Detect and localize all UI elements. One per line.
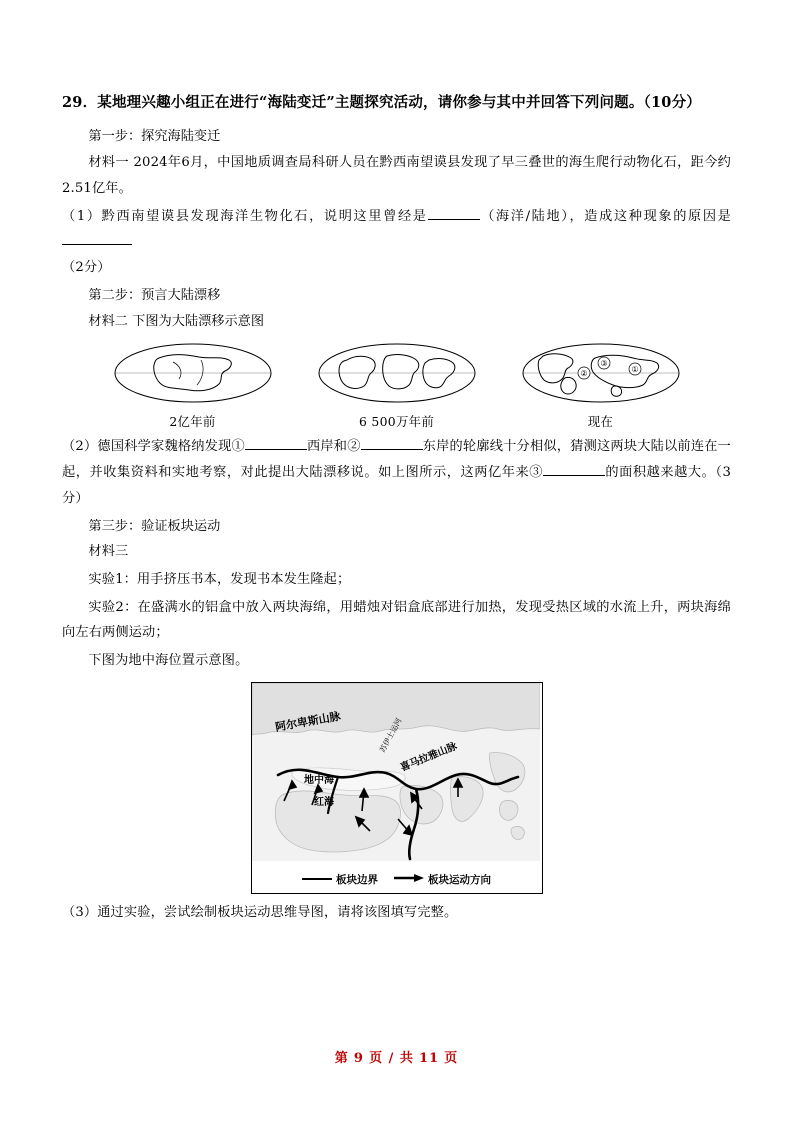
sub1-points: （2分） [62,260,111,276]
answer-blank-2[interactable] [62,244,132,245]
svg-text:红海: 红海 [313,796,334,808]
sub1-text-a: （1）黔西南望谟县发现海洋生物化石，说明这里曾经是 [62,208,428,224]
drift-caption-3: 现在 [587,414,614,430]
material-1: 材料一 2024年6月，中国地质调查局科研人员在黔西南望谟县发现了早三叠世的海生爬行动物化石，距今约2.51亿年。 [62,155,731,196]
map-legend [252,872,542,887]
legend-label-boundary: 板块边界 [336,873,378,886]
drift-globe-2-icon [317,342,477,404]
answer-blank-4[interactable] [361,449,423,450]
step-2-heading: 第二步：预言大陆漂移 [88,287,221,303]
drift-caption-1: 2亿年前 [169,414,216,430]
step-1-heading: 第一步：探究海陆变迁 [88,129,221,145]
step-3-heading: 第三步：验证板块运动 [88,518,221,534]
footer-total-pages: 11 [419,1051,440,1066]
footer-middle: 页 / 共 [369,1051,414,1066]
svg-text:苏伊士运河: 苏伊士运河 [377,716,403,754]
answer-blank-1[interactable] [428,219,480,220]
svg-text:①: ① [630,365,639,375]
map-frame [251,682,543,894]
footer-prefix: 第 [334,1051,349,1066]
svg-text:喜马拉雅山脉: 喜马拉雅山脉 [398,741,459,774]
page-footer [0,1047,793,1066]
continental-drift-figure [62,342,731,430]
material-3: 材料三 [88,544,129,560]
drift-stage-2 [317,342,477,430]
footer-page-number: 9 [353,1051,364,1066]
line-icon [302,878,332,880]
question-title [62,92,731,114]
mediterranean-map-figure [62,682,731,894]
answer-blank-5[interactable] [543,475,605,476]
question-number: 29． [62,94,98,111]
drift-stage-3 [521,342,681,430]
svg-text:地中海: 地中海 [303,774,334,786]
legend-label-motion: 板块运动方向 [428,873,491,886]
sub2-text-a: （2）德国科学家魏格纳发现① [62,439,245,455]
sub-question-3: （3）通过实验，尝试绘制板块运动思维导图，请将该图填写完整。 [62,904,458,920]
experiment-1: 实验1：用手挤压书本，发现书本发生隆起； [88,572,351,588]
experiment-2: 实验2：在盛满水的铝盒中放入两块海绵，用蜡烛对铝盒底部进行加热，发现受热区域的水流上升，两块海绵向左右两侧运动； [62,599,731,641]
drift-caption-2: 6 500万年前 [358,414,435,430]
mediterranean-map-icon [252,683,540,891]
question-title-text: 某地理兴趣小组正在进行“海陆变迁”主题探究活动，请你参与其中并回答下列问题。（10分） [97,94,701,111]
arrow-icon [394,873,424,886]
sub-question-2 [62,434,731,511]
sub2-text-b: 西岸和② [306,439,361,455]
drift-globe-1-icon [113,342,273,404]
sub1-text-b: （海洋/陆地），造成这种现象的原因是 [479,208,732,224]
sub-question-1 [62,204,731,281]
legend-plate-boundary [302,872,378,887]
drift-globe-3-icon [521,342,681,404]
svg-text:②: ② [579,369,588,379]
legend-plate-motion [394,872,491,887]
material-2: 材料二 下图为大陆漂移示意图 [88,313,265,329]
svg-text:③: ③ [599,359,608,369]
sub2-text-c: 东岸的轮廓线十分相似，猜测这两块大陆以前连在一起，并收集资料和实地考察，对此提出大陆漂移说。如上图所示，这两亿年来③ [62,439,731,481]
answer-blank-3[interactable] [245,449,307,450]
drift-stage-1 [113,342,273,430]
figure-intro: 下图为地中海位置示意图。 [88,653,249,669]
sub2-text-d: 的面积越来越大。（3分） [62,465,731,506]
footer-suffix: 页 [444,1051,459,1066]
svg-text:阿尔卑斯山脉: 阿尔卑斯山脉 [273,709,342,734]
